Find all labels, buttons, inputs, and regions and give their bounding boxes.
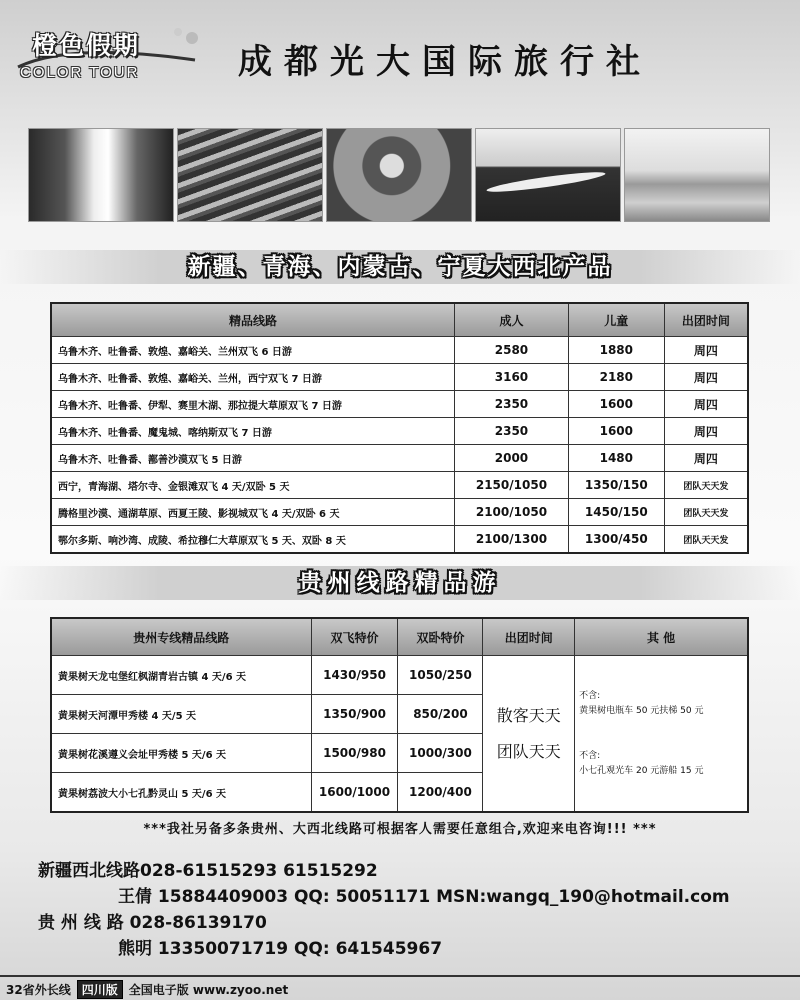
northwest-routes-table bbox=[50, 302, 749, 554]
contact-northwest-line: 新疆西北线路028-61515293 61515292 bbox=[38, 861, 378, 881]
route-cell: 黄果树天河潭甲秀楼 4 天/5 天 bbox=[51, 695, 311, 734]
route-cell: 黄果树天龙屯堡红枫湖青岩古镇 4 天/6 天 bbox=[51, 656, 311, 695]
adult-price-cell: 2100/1300 bbox=[455, 526, 569, 554]
child-price-cell: 1300/450 bbox=[568, 526, 664, 554]
waterfall-photo bbox=[28, 128, 174, 222]
table-row bbox=[51, 656, 748, 695]
header-depart: 出团时间 bbox=[483, 618, 575, 656]
route-cell: 乌鲁木齐、吐鲁番、魔鬼城、喀纳斯双飞 7 日游 bbox=[51, 418, 455, 445]
table-row bbox=[51, 337, 748, 364]
company-name: 成都光大国际旅行社 bbox=[238, 42, 652, 82]
child-price-cell: 1600 bbox=[568, 391, 664, 418]
contact-wang-qian: 王倩 15884409003 QQ: 50051171 MSN:wangq_190@hotmail.com bbox=[118, 887, 730, 907]
edition-badge: 四川版 bbox=[77, 980, 123, 999]
header-child: 儿童 bbox=[568, 303, 664, 337]
other-2-title: 不含: bbox=[579, 750, 601, 761]
train-price-cell: 1200/400 bbox=[398, 773, 483, 813]
logo-english-text: COLOR TOUR bbox=[20, 64, 140, 81]
other-1-text: 黄果树电瓶车 50 元扶梯 50 元 bbox=[579, 705, 704, 716]
route-cell: 乌鲁木齐、吐鲁番、敦煌、嘉峪关、兰州双飞 6 日游 bbox=[51, 337, 455, 364]
depart-cell: 周四 bbox=[664, 337, 748, 364]
table-row bbox=[51, 526, 748, 554]
header-depart: 出团时间 bbox=[664, 303, 748, 337]
logo-chinese-text: 橙色假期 bbox=[32, 31, 141, 60]
contact-xiong-ming: 熊明 13350071719 QQ: 641545967 bbox=[118, 939, 443, 959]
depart-cell: 周四 bbox=[664, 391, 748, 418]
footer bbox=[6, 980, 288, 999]
table-row bbox=[51, 472, 748, 499]
other-cell bbox=[575, 656, 748, 813]
table-header-row bbox=[51, 618, 748, 656]
child-price-cell: 1450/150 bbox=[568, 499, 664, 526]
other-2-text: 小七孔观光车 20 元游船 15 元 bbox=[579, 765, 704, 776]
route-cell: 腾格里沙漠、通湖草原、西夏王陵、影视城双飞 4 天/双卧 6 天 bbox=[51, 499, 455, 526]
adult-price-cell: 3160 bbox=[455, 364, 569, 391]
footer-divider bbox=[0, 975, 800, 977]
depart-cell: 团队天天发 bbox=[664, 526, 748, 554]
table-row bbox=[51, 445, 748, 472]
fly-price-cell: 1430/950 bbox=[311, 656, 398, 695]
depart-cell: 团队天天发 bbox=[664, 472, 748, 499]
header-fly-price: 双飞特价 bbox=[311, 618, 398, 656]
route-cell: 黄果树花溪遵义会址甲秀楼 5 天/6 天 bbox=[51, 734, 311, 773]
table-row bbox=[51, 391, 748, 418]
color-tour-logo bbox=[10, 22, 210, 92]
route-cell: 黄果树荔波大小七孔黔灵山 5 天/6 天 bbox=[51, 773, 311, 813]
child-price-cell: 1350/150 bbox=[568, 472, 664, 499]
route-cell: 乌鲁木齐、吐鲁番、鄯善沙漠双飞 5 日游 bbox=[51, 445, 455, 472]
table-row bbox=[51, 499, 748, 526]
child-price-cell: 1600 bbox=[568, 418, 664, 445]
notice-text: ***我社另备多条贵州、大西北线路可根据客人需要任意组合,欢迎来电咨询!!! *** bbox=[143, 822, 657, 837]
depart-individual: 散客天天 bbox=[496, 705, 561, 725]
route-cell: 西宁，青海湖、塔尔寺、金银滩双飞 4 天/双卧 5 天 bbox=[51, 472, 455, 499]
child-price-cell: 2180 bbox=[568, 364, 664, 391]
northwest-banner bbox=[0, 250, 800, 284]
adult-price-cell: 2580 bbox=[455, 337, 569, 364]
guizhou-routes-table bbox=[50, 617, 749, 813]
depart-cell bbox=[483, 656, 575, 813]
train-price-cell: 850/200 bbox=[398, 695, 483, 734]
grassland-river-photo bbox=[475, 128, 621, 222]
fly-price-cell: 1600/1000 bbox=[311, 773, 398, 813]
northwest-banner-title: 新疆、青海、内蒙古、宁夏大西北产品 bbox=[187, 254, 613, 280]
desert-camels-photo bbox=[624, 128, 770, 222]
depart-cell: 周四 bbox=[664, 445, 748, 472]
depart-group: 团队天天 bbox=[496, 741, 561, 761]
photo-strip bbox=[28, 128, 770, 220]
header-adult: 成人 bbox=[455, 303, 569, 337]
guizhou-banner bbox=[0, 566, 800, 600]
contact-guizhou-line: 贵 州 线 路 028-86139170 bbox=[38, 913, 267, 933]
child-price-cell: 1480 bbox=[568, 445, 664, 472]
adult-price-cell: 2000 bbox=[455, 445, 569, 472]
train-price-cell: 1000/300 bbox=[398, 734, 483, 773]
header-other: 其 他 bbox=[575, 618, 748, 656]
child-price-cell: 1880 bbox=[568, 337, 664, 364]
depart-cell: 团队天天发 bbox=[664, 499, 748, 526]
table-header-row bbox=[51, 303, 748, 337]
table-row bbox=[51, 364, 748, 391]
footer-right: 全国电子版 www.zyoo.net bbox=[128, 983, 289, 997]
depart-cell: 周四 bbox=[664, 364, 748, 391]
train-price-cell: 1050/250 bbox=[398, 656, 483, 695]
dancer-photo bbox=[326, 128, 472, 222]
other-1-title: 不含: bbox=[579, 690, 601, 701]
header-route: 贵州专线精品线路 bbox=[51, 618, 311, 656]
adult-price-cell: 2350 bbox=[455, 391, 569, 418]
fly-price-cell: 1350/900 bbox=[311, 695, 398, 734]
depart-cell: 周四 bbox=[664, 418, 748, 445]
adult-price-cell: 2350 bbox=[455, 418, 569, 445]
route-cell: 鄂尔多斯、响沙湾、成陵、希拉穆仁大草原双飞 5 天、双卧 8 天 bbox=[51, 526, 455, 554]
adult-price-cell: 2150/1050 bbox=[455, 472, 569, 499]
table-row bbox=[51, 418, 748, 445]
header-train-price: 双卧特价 bbox=[398, 618, 483, 656]
route-cell: 乌鲁木齐、吐鲁番、伊犁、赛里木湖、那拉提大草原双飞 7 日游 bbox=[51, 391, 455, 418]
fly-price-cell: 1500/980 bbox=[311, 734, 398, 773]
route-cell: 乌鲁木齐、吐鲁番、敦煌、嘉峪关、兰州，西宁双飞 7 日游 bbox=[51, 364, 455, 391]
adult-price-cell: 2100/1050 bbox=[455, 499, 569, 526]
header-route: 精品线路 bbox=[51, 303, 455, 337]
footer-left: 32省外长线 bbox=[6, 983, 71, 997]
terraced-fields-photo bbox=[177, 128, 323, 222]
guizhou-banner-title: 贵州线路精品游 bbox=[298, 570, 502, 596]
